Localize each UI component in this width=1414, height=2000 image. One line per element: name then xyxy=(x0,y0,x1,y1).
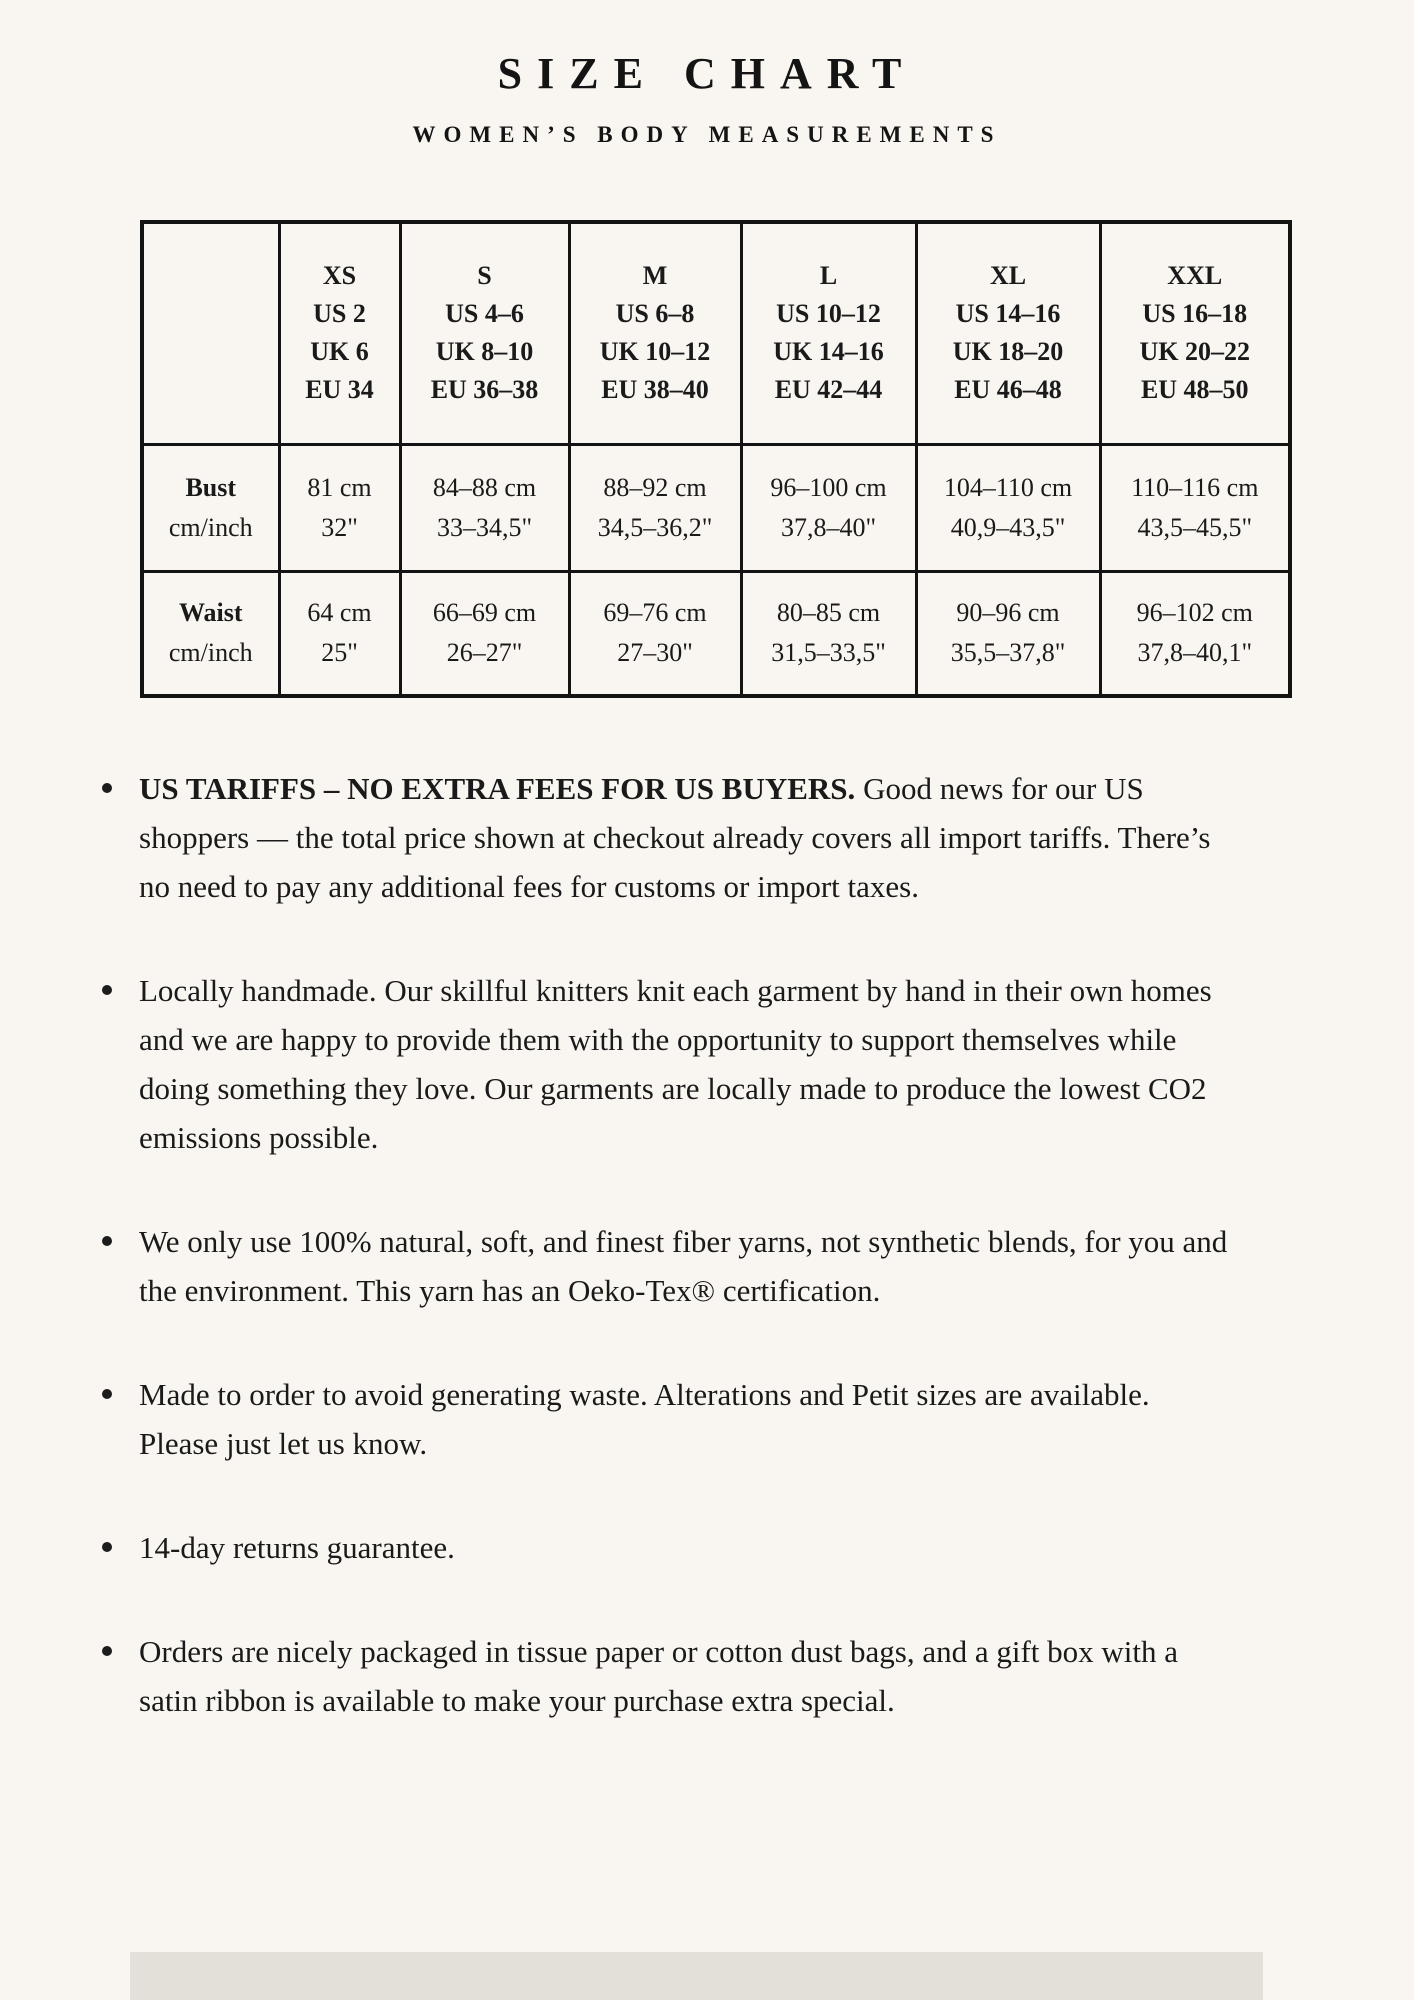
bullet-lead: US TARIFFS – NO EXTRA FEES FOR US BUYERS. xyxy=(139,771,856,806)
waist-inch: 35,5–37,8" xyxy=(950,638,1066,668)
uk-size: UK 6 xyxy=(310,337,369,367)
waist-inch: 31,5–33,5" xyxy=(771,638,886,668)
bullet-body: Made to order to avoid generating waste. Alterations and Petit sizes are available. Please just let us know. xyxy=(139,1377,1150,1461)
waist-inch: 25" xyxy=(321,638,358,668)
bust-cm: 104–110 cm xyxy=(943,472,1073,502)
us-size: US 6–8 xyxy=(615,299,695,329)
uk-size: UK 14–16 xyxy=(773,337,884,367)
size-label: XS xyxy=(322,261,357,291)
uk-size: UK 20–22 xyxy=(1139,337,1250,367)
bust-inch: 43,5–45,5" xyxy=(1137,512,1253,542)
bust-cm: 88–92 cm xyxy=(603,472,707,502)
us-size: US 14–16 xyxy=(955,299,1061,329)
bullet-icon xyxy=(102,985,112,995)
uk-size: UK 18–20 xyxy=(952,337,1064,367)
size-column-header-s xyxy=(400,222,569,444)
bullet-item-made-to-order xyxy=(102,1370,1414,1468)
eu-size: EU 36–38 xyxy=(430,375,539,405)
waist-row-label xyxy=(142,571,279,696)
measurement-cell xyxy=(569,571,741,696)
bust-inch: 34,5–36,2" xyxy=(597,512,713,542)
bullet-icon xyxy=(102,1646,112,1656)
bullet-icon xyxy=(102,1236,112,1246)
page-subtitle: WOMEN’S BODY MEASUREMENTS xyxy=(412,122,1002,147)
bust-cm: 110–116 cm xyxy=(1131,472,1259,502)
size-label: XXL xyxy=(1167,261,1223,291)
size-label: XL xyxy=(989,261,1027,291)
us-size: US 10–12 xyxy=(776,299,881,329)
size-label: L xyxy=(819,261,838,291)
size-column-header-l xyxy=(741,222,916,444)
bust-row-label xyxy=(142,444,279,571)
eu-size: EU 42–44 xyxy=(774,375,883,405)
eu-size: EU 38–40 xyxy=(601,375,709,405)
bullet-paragraph xyxy=(139,1370,1234,1468)
eu-size: EU 48–50 xyxy=(1140,375,1249,405)
bullet-body: Locally handmade. Our skillful knitters knit each garment by hand in their own homes and we are happy to provide them with the opportunity to support themselves while doing something they love. Our garments are locally made to produce the lowest CO2 emissions possible. xyxy=(139,973,1212,1155)
size-label: M xyxy=(642,261,668,291)
bullet-paragraph xyxy=(139,1217,1234,1315)
table-header-row xyxy=(142,222,1290,444)
row-unit: cm/inch xyxy=(168,512,253,542)
waist-cm: 66–69 cm xyxy=(432,598,537,628)
measurement-cell xyxy=(279,444,400,571)
waist-inch: 27–30" xyxy=(617,638,693,668)
measurement-cell xyxy=(916,571,1100,696)
bust-cm: 81 cm xyxy=(307,472,372,502)
bullet-item-returns xyxy=(102,1523,1414,1572)
measurement-cell xyxy=(400,444,569,571)
corner-cell xyxy=(142,222,279,444)
us-size: US 2 xyxy=(313,299,366,329)
waist-cm: 69–76 cm xyxy=(603,598,707,628)
waist-cm: 80–85 cm xyxy=(776,598,881,628)
uk-size: UK 10–12 xyxy=(599,337,711,367)
bottom-bar xyxy=(130,1952,1263,2000)
size-column-header-m xyxy=(569,222,741,444)
bullet-body: Good news for our US shoppers — the total price shown at checkout already covers all import tariffs. There’s no need to pay any additional fees for customs or import taxes. xyxy=(139,771,1211,904)
bust-row xyxy=(142,444,1290,571)
bullet-body: Orders are nicely packaged in tissue paper or cotton dust bags, and a gift box with a satin ribbon is available to make your purchase extra special. xyxy=(139,1634,1179,1718)
size-label: S xyxy=(477,261,492,291)
measurement-cell xyxy=(279,571,400,696)
bullet-item-us-tariffs xyxy=(102,764,1414,911)
measurement-cell xyxy=(916,444,1100,571)
waist-cm: 90–96 cm xyxy=(956,598,1060,628)
size-column-header-xl xyxy=(916,222,1100,444)
waist-cm: 96–102 cm xyxy=(1136,598,1253,628)
bullet-icon xyxy=(102,1542,112,1552)
eu-size: EU 46–48 xyxy=(954,375,1062,405)
row-unit: cm/inch xyxy=(168,638,253,668)
measurement-cell xyxy=(741,571,916,696)
bullet-paragraph xyxy=(139,1627,1234,1725)
measurement-cell xyxy=(741,444,916,571)
us-size: US 16–18 xyxy=(1142,299,1248,329)
bust-inch: 37,8–40" xyxy=(780,512,877,542)
bullet-body: We only use 100% natural, soft, and finest fiber yarns, not synthetic blends, for you and the environment. This yarn has an Oeko-Tex® certification. xyxy=(139,1224,1228,1308)
bullet-icon xyxy=(102,1389,112,1399)
eu-size: EU 34 xyxy=(305,375,374,405)
measurement-cell xyxy=(1100,444,1290,571)
measurement-cell xyxy=(1100,571,1290,696)
bullet-item-packaging xyxy=(102,1627,1414,1725)
size-column-header-xxl xyxy=(1100,222,1290,444)
bust-cm: 96–100 cm xyxy=(770,472,887,502)
measurement-cell xyxy=(569,444,741,571)
measurement-cell xyxy=(400,571,569,696)
bullet-body: 14-day returns guarantee. xyxy=(139,1530,455,1565)
bullet-item-natural-yarns xyxy=(102,1217,1414,1315)
waist-row xyxy=(142,571,1290,696)
bust-inch: 33–34,5" xyxy=(436,512,533,542)
waist-cm: 64 cm xyxy=(307,598,372,628)
bullet-paragraph xyxy=(139,1523,1234,1572)
bullet-item-locally-handmade xyxy=(102,966,1414,1162)
waist-inch: 26–27" xyxy=(446,638,523,668)
us-size: US 4–6 xyxy=(445,299,524,329)
size-table xyxy=(140,220,1292,698)
page-title: SIZE CHART xyxy=(497,49,917,98)
row-label: Waist xyxy=(178,598,243,628)
bust-inch: 32" xyxy=(321,512,358,542)
size-column-header-xs xyxy=(279,222,400,444)
bullet-icon xyxy=(102,783,112,793)
bullet-paragraph xyxy=(139,966,1234,1162)
bullet-paragraph xyxy=(139,764,1234,911)
uk-size: UK 8–10 xyxy=(435,337,534,367)
waist-inch: 37,8–40,1" xyxy=(1137,638,1253,668)
bust-cm: 84–88 cm xyxy=(432,472,537,502)
row-label: Bust xyxy=(185,472,237,502)
bust-inch: 40,9–43,5" xyxy=(950,512,1066,542)
info-bullet-list xyxy=(102,764,1414,1725)
